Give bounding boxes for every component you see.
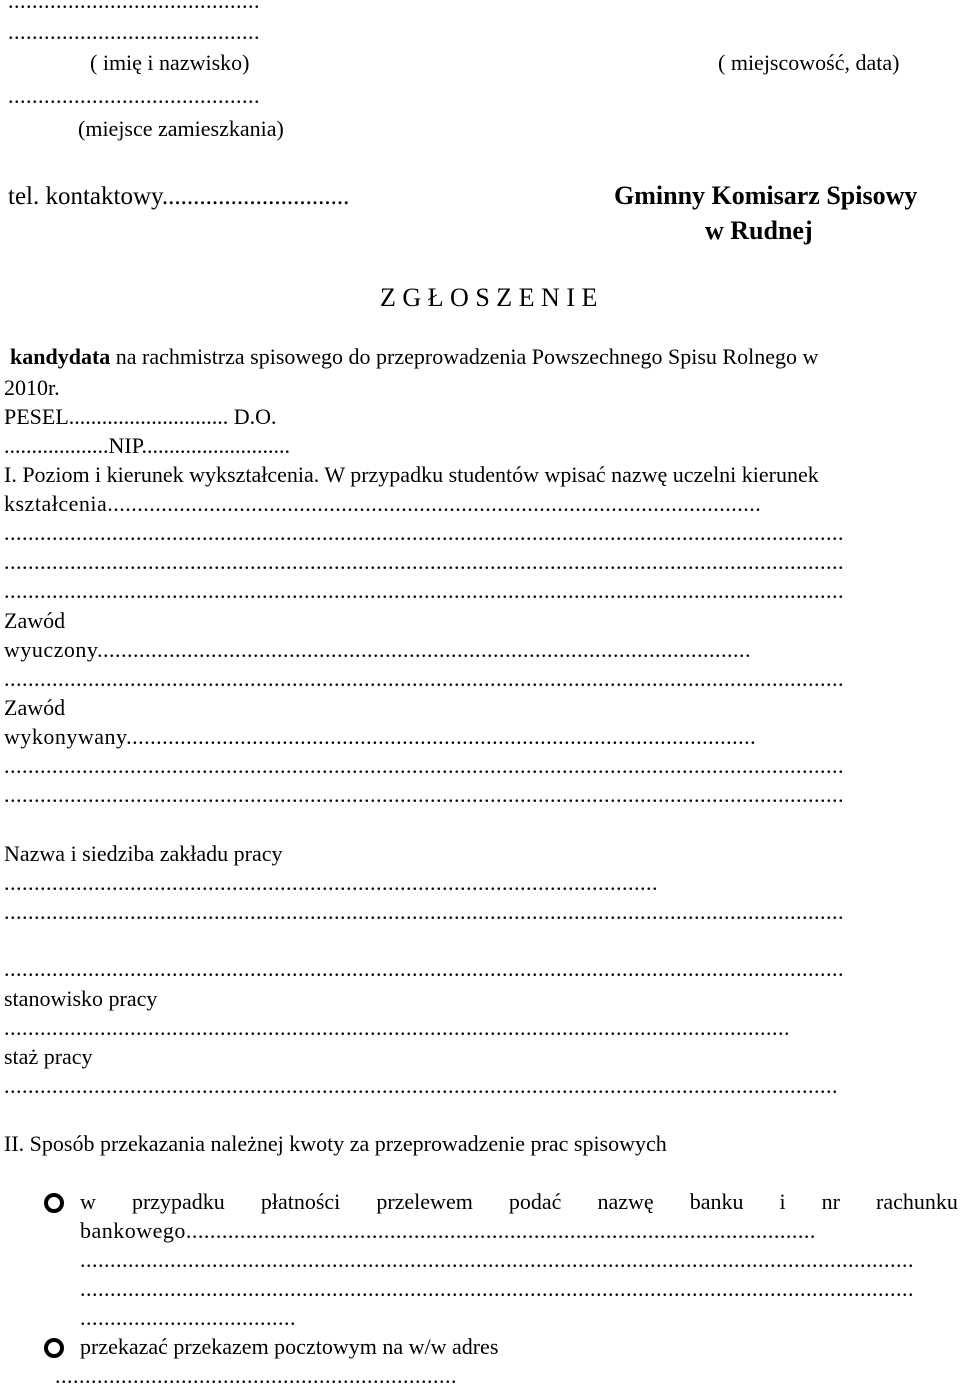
- postal-address-field: ...................................................................: [55, 1363, 457, 1388]
- residence-label: (miejsce zamieszkania): [78, 116, 284, 141]
- fill-line: ...........................................................................................................................................: [80, 1247, 914, 1272]
- fill-line: ...........................................................................................................................................: [80, 1276, 914, 1301]
- profession-learned-field: wyuczony.............................................................................................................: [4, 637, 751, 662]
- fill-line: ............................................................................................................................................: [4, 899, 844, 924]
- fill-line: ............................................................................................................................................: [4, 578, 844, 603]
- position-label: stanowisko pracy: [4, 986, 158, 1011]
- word: podać: [508, 1189, 562, 1214]
- fill-line: ............................................................................................................................................: [4, 520, 844, 545]
- page-title: Z G Ł O S Z E N I E: [380, 283, 598, 312]
- recipient-line1: Gminny Komisarz Spisowy: [614, 181, 918, 210]
- year-line: 2010r.: [4, 375, 60, 400]
- seniority-label: staż pracy: [4, 1044, 93, 1069]
- fill-line: ............................................................................................................................................: [4, 753, 844, 778]
- position-field: ...................................................................................................................................: [4, 1015, 790, 1040]
- intro-line: [10, 346, 818, 368]
- nip-line: ...................NIP...........................: [4, 433, 291, 458]
- word: banku: [689, 1189, 744, 1214]
- section1-heading-line2: kształcenia.............................................................................................................: [4, 491, 762, 516]
- profession-practiced-field: wykonywany.........................................................................................................: [4, 724, 757, 749]
- place-date-label: ( miejscowość, data): [718, 50, 900, 75]
- residence-dots: ..........................................: [8, 83, 260, 108]
- bank-account-field: bankowego.........................................................................................................: [80, 1218, 816, 1243]
- word: płatności: [260, 1189, 341, 1214]
- intro-rest: na rachmistrza spisowego do przeprowadzenia Powszechnego Spisu Rolnego w: [110, 344, 819, 369]
- fill-line: ....................................: [80, 1305, 296, 1330]
- fill-line: ............................................................................................................................................: [4, 549, 844, 574]
- word: przypadku: [131, 1189, 225, 1214]
- profession-practiced-label: Zawód: [4, 695, 66, 720]
- radio-postal-order[interactable]: [44, 1338, 64, 1358]
- section2-heading: II. Sposób przekazania należnej kwoty za przeprowadzenie prac spisowych: [4, 1131, 667, 1156]
- employer-field: .............................................................................................................: [4, 870, 658, 895]
- fill-line: ............................................................................................................................................: [4, 956, 844, 981]
- section1-heading-line1: I. Poziom i kierunek wykształcenia. W przypadku studentów wpisać nazwę uczelni kierunek: [4, 462, 819, 487]
- word: i: [779, 1189, 786, 1214]
- option2-label: przekazać przekazem pocztowym na w/w adres: [80, 1334, 499, 1359]
- name-label: ( imię i nazwisko): [90, 50, 250, 75]
- recipient-line2: w Rudnej: [705, 216, 813, 245]
- option1-line1: [80, 1191, 958, 1213]
- radio-bank-transfer[interactable]: [44, 1193, 64, 1213]
- word: przelewem: [376, 1189, 473, 1214]
- word: nazwę: [597, 1189, 654, 1214]
- word: w: [80, 1189, 96, 1214]
- name-dots-top: ..........................................: [8, 0, 260, 13]
- word: rachunku: [876, 1189, 958, 1214]
- employer-label: Nazwa i siedziba zakładu pracy: [4, 841, 283, 866]
- phone-label: tel. kontaktowy..............................: [8, 183, 350, 210]
- intro-bold: kandydata: [10, 344, 111, 369]
- name-dots: ..........................................: [8, 19, 260, 44]
- seniority-field: ...........................................................................................................................................: [4, 1073, 838, 1098]
- profession-learned-label: Zawód: [4, 608, 66, 633]
- fill-line: ............................................................................................................................................: [4, 782, 844, 807]
- fill-line: ............................................................................................................................................: [4, 666, 844, 691]
- word: nr: [821, 1189, 840, 1214]
- pesel-line: PESEL............................. D.O.: [4, 404, 277, 429]
